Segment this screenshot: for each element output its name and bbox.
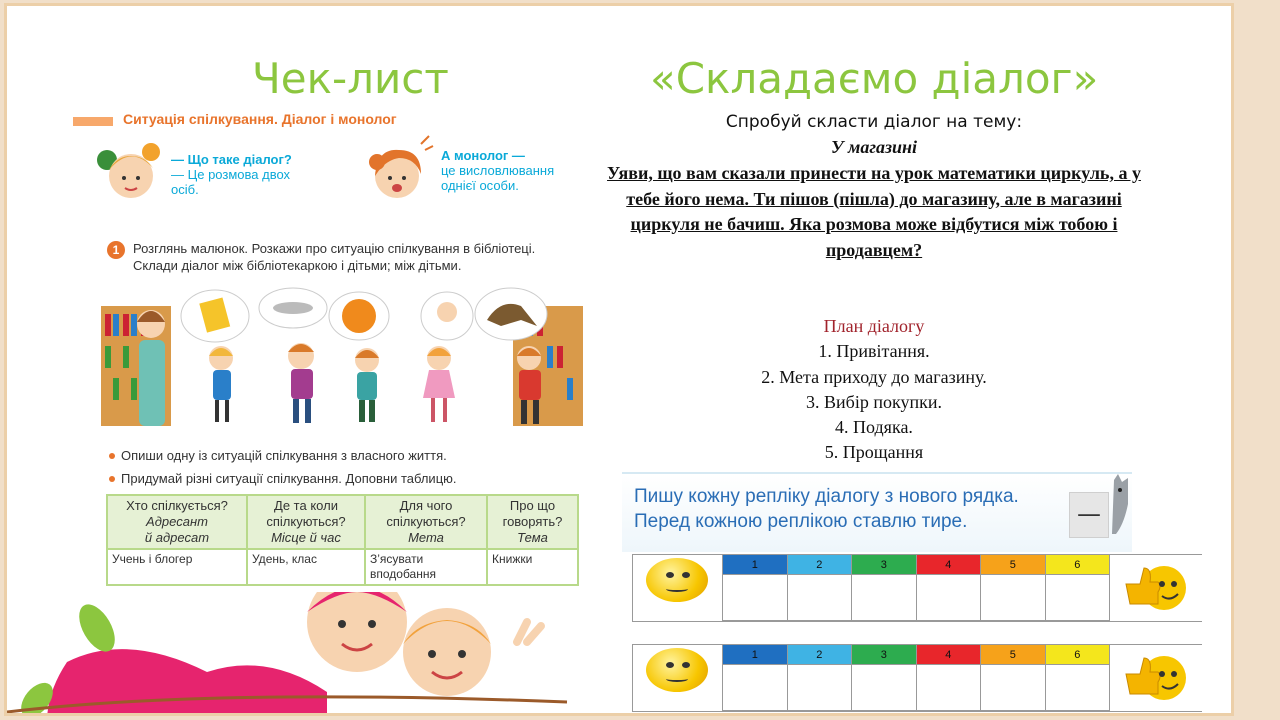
- grid-empty-row: [723, 575, 1110, 621]
- grid-table: [722, 554, 1110, 621]
- dash-card: —: [1069, 492, 1109, 538]
- task-number: 1: [107, 241, 125, 259]
- bullet-2: Придумай різні ситуації спілкування. Доповни таблицю.: [121, 471, 457, 486]
- plan-item-1: 1. Привітання.: [818, 341, 930, 361]
- grid-number: 5: [981, 645, 1046, 665]
- grid-cell[interactable]: [981, 665, 1046, 711]
- def-dialog-line-2: — Це розмова двох: [171, 167, 291, 182]
- grid-cell[interactable]: [852, 665, 917, 711]
- grid-empty-row: [723, 665, 1110, 711]
- header-b: й адресат: [144, 530, 210, 545]
- table-header-cell: [365, 495, 487, 549]
- header-a: спілкуються?: [386, 514, 466, 529]
- grid-number: 2: [787, 555, 852, 575]
- grid-cell[interactable]: [787, 665, 852, 711]
- header-a: Адресант: [146, 514, 208, 529]
- dialog-definition: [171, 152, 292, 197]
- def-dialog-line-1: — Що таке діалог?: [171, 152, 292, 167]
- grid-cell[interactable]: [723, 575, 788, 621]
- def-dialog-line-3: осіб.: [171, 182, 199, 197]
- header-b: Тема: [517, 530, 548, 545]
- plan-item-4: 4. Подяка.: [835, 417, 913, 437]
- thumbs-up-smiley-icon: [1122, 648, 1190, 704]
- bullet-1: Опиши одну із ситуацій спілкування з власного життя.: [121, 448, 447, 463]
- header-b: Місце й час: [271, 530, 341, 545]
- def-monolog-line-3: однієї особи.: [441, 178, 519, 193]
- dialog-topic: У магазині: [830, 137, 918, 157]
- grid-header-row: [723, 555, 1110, 575]
- communication-table: [106, 494, 579, 586]
- table-header-row: [107, 495, 578, 549]
- textbook-header: [73, 110, 533, 132]
- thumbs-up-smiley-icon: [1122, 558, 1190, 614]
- header-a: спілкуються?: [266, 514, 346, 529]
- header-q: Де та коли: [274, 498, 338, 513]
- dialog-intro: Спробуй скласти діалог на тему:: [725, 112, 1023, 132]
- header-q: Для чого: [399, 498, 453, 513]
- checklist-title: Чек-лист: [252, 54, 449, 103]
- table-cell: Удень, клас: [247, 549, 365, 585]
- grid-cell[interactable]: [723, 665, 788, 711]
- grid-cell[interactable]: [1045, 575, 1110, 621]
- grid-number: 1: [723, 645, 788, 665]
- grid-cell[interactable]: [981, 575, 1046, 621]
- note-box: [622, 472, 1132, 552]
- monolog-definition: [441, 148, 554, 193]
- grid-cell[interactable]: [916, 575, 981, 621]
- plan-item-2: 2. Мета приходу до магазину.: [761, 367, 987, 387]
- slide: [4, 3, 1234, 716]
- grid-number: 6: [1045, 645, 1110, 665]
- header-bar: [73, 117, 113, 126]
- dialog-title: «Складаємо діалог»: [650, 54, 1099, 103]
- thinking-smiley-icon: [646, 648, 708, 692]
- note-line-1: Пишу кожну репліку діалогу з нового рядка.: [634, 486, 1019, 507]
- grid-number: 3: [852, 645, 917, 665]
- table-row: [107, 549, 578, 585]
- thinking-smiley-icon: [646, 558, 708, 602]
- kids-decoration: [7, 592, 607, 716]
- library-illustration: [101, 286, 583, 426]
- grid-number: 5: [981, 555, 1046, 575]
- grid-header-row: [723, 645, 1110, 665]
- table-cell: З’ясувати вподобання: [365, 549, 487, 585]
- grid-cell[interactable]: [787, 575, 852, 621]
- grid-cell[interactable]: [852, 575, 917, 621]
- note-line-2: Перед кожною реплікою ставлю тире.: [634, 511, 968, 532]
- table-header-cell: [107, 495, 247, 549]
- cat-icon: [1110, 474, 1132, 534]
- dialog-task: Уяви, що вам сказали принести на урок математики циркуль, а у тебе його нема. Ти пішов (пішла) до магазину, але в магазині циркуля не бачиш. Яка розмова може відбутися між тобою і продавцем?: [607, 163, 1141, 260]
- grid-number: 1: [723, 555, 788, 575]
- plan-title: План діалогу: [823, 316, 925, 336]
- grid-cell[interactable]: [916, 665, 981, 711]
- grid-number: 2: [787, 645, 852, 665]
- table-cell: Учень і блогер: [107, 549, 247, 585]
- grid-number: 6: [1045, 555, 1110, 575]
- grid-number: 4: [916, 555, 981, 575]
- grid-cell[interactable]: [1045, 665, 1110, 711]
- table-cell: Книжки: [487, 549, 578, 585]
- textbook-header-text: Ситуація спілкування. Діалог і монолог: [123, 111, 397, 127]
- girl-illustration: [363, 132, 435, 204]
- grid-number: 4: [916, 645, 981, 665]
- table-header-cell: [247, 495, 365, 549]
- header-q: Про що: [509, 498, 556, 513]
- table-header-cell: [487, 495, 578, 549]
- def-monolog-line-2: це висловлювання: [441, 163, 555, 178]
- boy-illustration: [95, 138, 167, 204]
- grid-table: [722, 644, 1110, 711]
- plan-item-3: 3. Вибір покупки.: [806, 392, 942, 412]
- header-a: говорять?: [502, 514, 563, 529]
- header-b: Мета: [408, 530, 444, 545]
- grid-number: 3: [852, 555, 917, 575]
- def-monolog-line-1: А монолог —: [441, 148, 525, 163]
- header-q: Хто спілкується?: [126, 498, 228, 513]
- dialog-grid-2: [632, 644, 1202, 714]
- task-text: Розглянь малюнок. Розкажи про ситуацію спілкування в бібліотеці. Склади діалог між бібліотекаркою і дітьми; між дітьми.: [133, 241, 536, 273]
- plan-item-5: 5. Прощання: [824, 442, 924, 462]
- dialog-grid-1: [632, 554, 1202, 624]
